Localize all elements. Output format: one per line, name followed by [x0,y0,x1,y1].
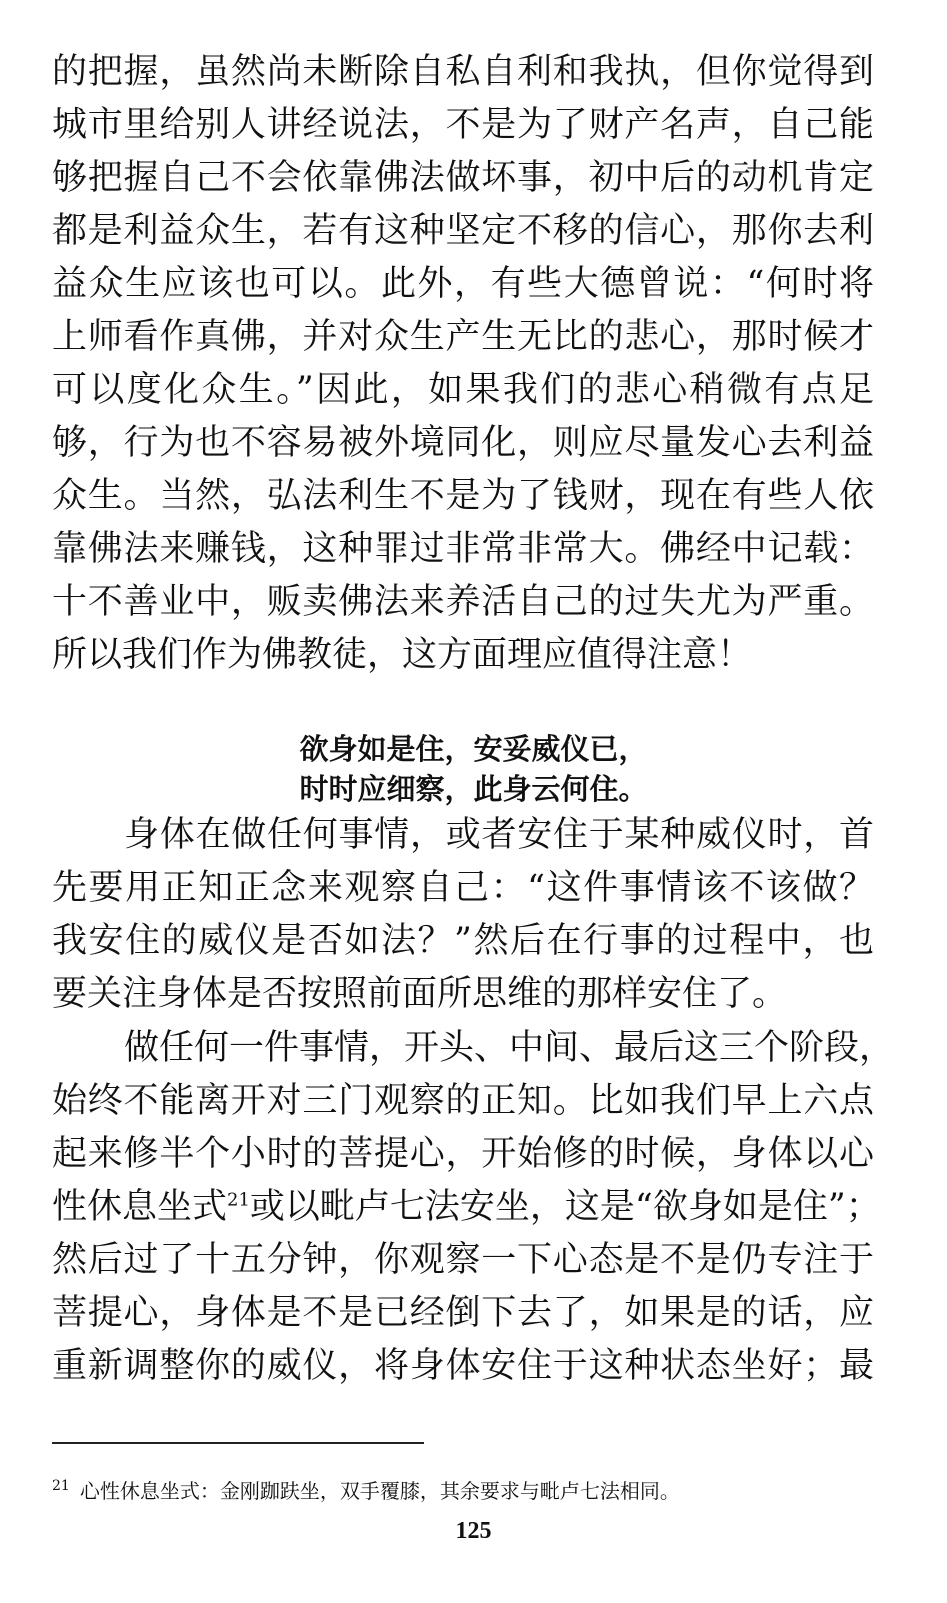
text-line: 做任何一件事情，开头、中间、最后这三个阶段， [124,1028,895,1068]
text-line: 先要用正知正念来观察自己：“这件事情该不该做？ [52,868,874,908]
text-line: 身体在做任何事情，或者安住于某种威仪时，首 [124,815,874,855]
text-line: 的把握，虽然尚未断除自私自利和我执，但你觉得到 [52,52,874,92]
text-line: 十不善业中，贩卖佛法来养活自己的过失尤为严重。 [52,582,874,622]
footnote-text: 心性休息坐式：金刚跏趺坐，双手覆膝，其余要求与毗卢七法相同。 [79,1479,680,1503]
text-segment: 性休息坐式 [52,1187,228,1227]
text-line: 始终不能离开对三门观察的正知。比如我们早上六点 [52,1081,874,1121]
text-line [52,1181,881,1233]
text-line: 我安住的威仪是否如法？”然后在行事的过程中，也 [52,921,874,961]
text-line: 要关注身体是否按照前面所思维的那样安住了。 [52,974,788,1014]
text-line: 都是利益众生，若有这种坚定不移的信心，那你去利 [52,211,874,251]
text-line: 起来修半个小时的菩提心，开始修的时候，身体以心 [52,1134,874,1174]
text-line: 够，行为也不容易被外境同化，则应尽量发心去利益 [52,423,874,463]
text-line: 靠佛法来赚钱，这种罪过非常非常大。佛经中记载： [52,529,874,569]
text-line: 上师看作真佛，并对众生产生无比的悲心，那时候才 [52,317,874,357]
text-line: 所以我们作为佛教徒，这方面理应值得注意！ [52,635,753,675]
text-line: 够把握自己不会依靠佛法做坏事，初中后的动机肯定 [52,158,874,198]
footnote-reference[interactable]: 21 [227,1189,250,1211]
text-line: 益众生应该也可以。此外，有些大德曾说：“何时将 [52,264,874,304]
text-line: 重新调整你的威仪，将身体安住于这种状态坐好；最 [52,1346,874,1386]
text-line: 城市里给别人讲经说法，不是为了财产名声，自己能 [52,105,874,145]
text-line: 可以度化众生。”因此，如果我们的悲心稍微有点足 [52,370,874,410]
verse-line: 时时应细察，此身云何住。 [299,772,648,806]
text-segment: 或以毗卢七法安坐，这是“欲身如是住”； [249,1187,881,1227]
verse-line: 欲身如是住，安妥威仪已， [299,732,648,766]
text-line: 众生。当然，弘法利生不是为了钱财，现在有些人依 [52,476,874,516]
text-line: 菩提心，身体是不是已经倒下去了，如果是的话，应 [52,1293,874,1333]
footnote-divider [52,1442,424,1444]
page-number: 125 [455,1518,492,1544]
footnote [52,1476,892,1506]
text-line: 然后过了十五分钟，你观察一下心态是不是仍专注于 [52,1240,874,1280]
footnote-number: 21 [52,1478,70,1495]
